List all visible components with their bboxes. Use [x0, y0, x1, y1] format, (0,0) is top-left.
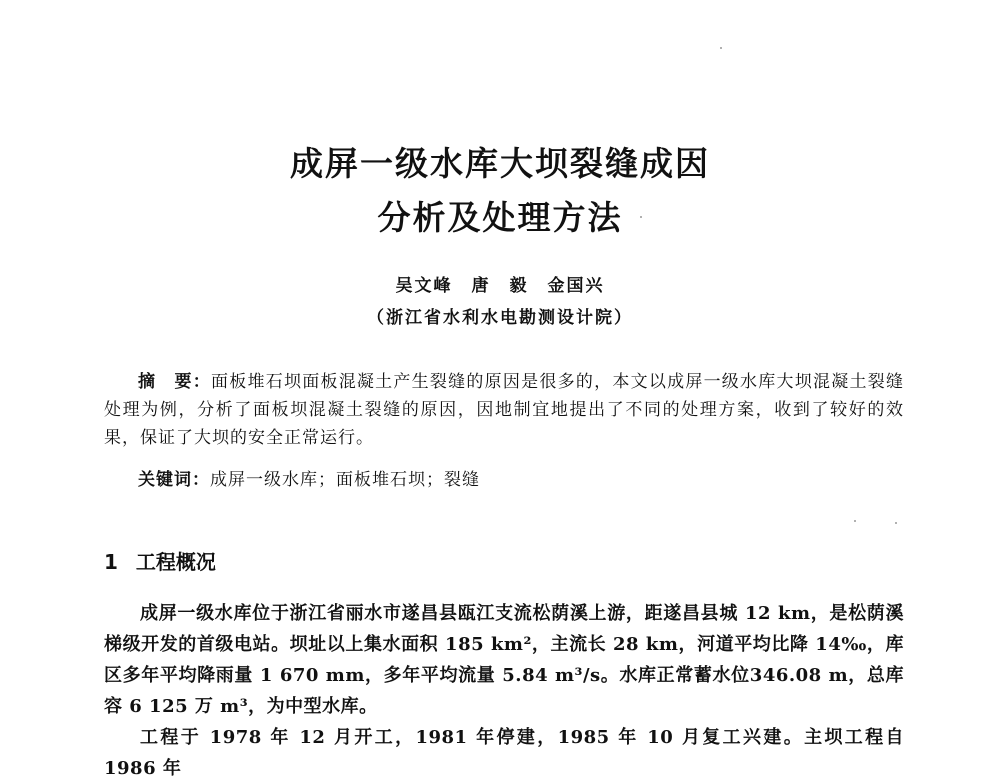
keywords-text: 成屏一级水库；面板堆石坝；裂缝	[210, 470, 480, 490]
author-affiliation: （浙江省水利水电勘测设计院）	[367, 308, 633, 328]
keywords-label: 关键词：	[138, 470, 210, 490]
scan-speck	[640, 216, 642, 218]
abstract-block	[104, 368, 904, 452]
author-list: 吴文峰 唐 毅 金国兴	[395, 276, 605, 296]
abstract-text: 面板堆石坝面板混凝土产生裂缝的原因是很多的，本文以成屏一级水库大坝混凝土裂缝处理为例，分析了面板坝混凝土裂缝的原因，因地制宜地提出了不同的处理方案，收到了较好的效果，保证了大坝的安全正常运行。	[104, 372, 905, 448]
section-title: 工程概况	[135, 550, 216, 574]
scan-speck	[854, 520, 856, 522]
body-paragraph: 工程于 1978 年 12 月开工，1981 年停建，1985 年 10 月复工兴建。主坝工程自 1986 年	[104, 727, 904, 779]
body-text	[104, 598, 904, 784]
scan-speck	[895, 522, 897, 524]
keywords-block	[138, 465, 898, 490]
abstract-label: 摘 要：	[138, 372, 211, 392]
section-heading	[104, 546, 216, 575]
scan-speck	[720, 47, 722, 49]
paper-title-line-2: 分析及处理方法	[377, 198, 623, 237]
body-paragraph: 成屏一级水库位于浙江省丽水市遂昌县瓯江支流松荫溪上游，距遂昌县城 12 km，是松荫溪梯级开发的首级电站。坝址以上集水面积 185 km²，主流长 28 km，河道平均比降 14‰，库区多年平均降雨量 1 670 mm，多年平均流量 5.84 m³/s。水库正常蓄水位346.08 m，总库容 6 125 万 m³，为中型水库。	[104, 603, 904, 717]
paper-title-line-1: 成屏一级水库大坝裂缝成因	[290, 144, 710, 183]
section-number: 1	[104, 550, 118, 574]
